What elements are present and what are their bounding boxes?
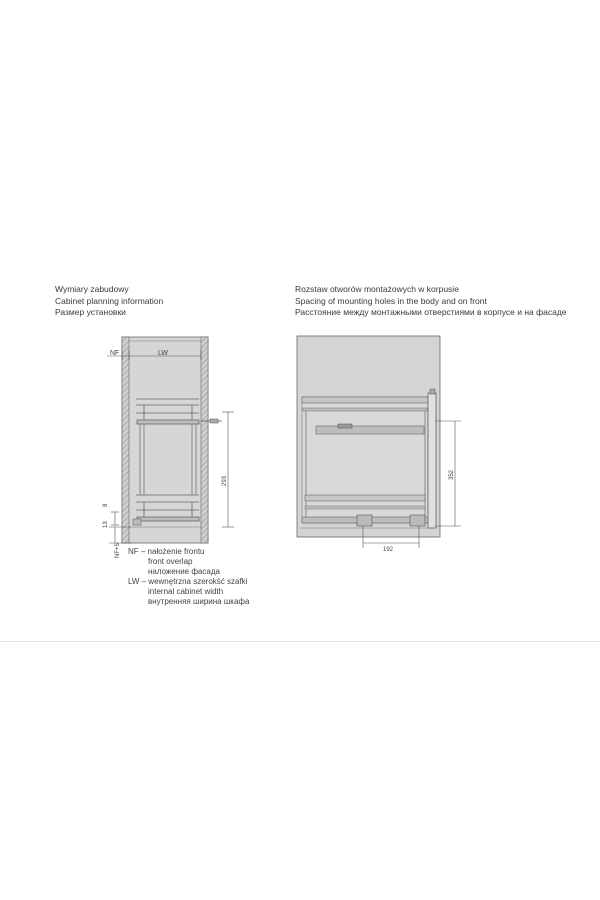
left-title-pl: Wymiary zabudowy xyxy=(55,284,129,294)
legend-lw-line3: внутренняя ширина шкафа xyxy=(148,597,250,606)
left-cabinet-drawing xyxy=(103,337,234,558)
right-title-pl: Rozstaw otworów montażowych w korpusie xyxy=(295,284,459,294)
lw-label: LW xyxy=(158,350,168,357)
dim-nf5-text: NF+5 xyxy=(115,543,121,558)
dim-293 xyxy=(222,412,234,527)
left-title-ru: Размер установки xyxy=(55,307,126,317)
legend-nf-line3: наложение фасада xyxy=(148,567,220,576)
dim-192-text: 192 xyxy=(383,547,394,553)
right-title-en: Spacing of mounting holes in the body and on front xyxy=(295,295,487,306)
right-cabinet-drawing xyxy=(297,336,461,553)
divider xyxy=(0,641,600,642)
right-title-ru: Расстояние между монтажными отверстиями в корпусе и на фасаде xyxy=(295,307,567,317)
legend-nf-line2: front overlap xyxy=(148,557,193,566)
left-wall-right xyxy=(201,337,208,543)
dim-13-text: 13 xyxy=(103,521,109,528)
legend-nf-line1: NF – nałożenie frontu xyxy=(128,547,205,556)
dim-352-text: 352 xyxy=(449,469,455,480)
left-cabinet-outline xyxy=(122,337,208,543)
legend-lw-line2: internal cabinet width xyxy=(148,587,224,596)
dim-293-text: 293 xyxy=(222,475,228,486)
legend-lw-line1: LW – wewnętrzna szerokść szafki xyxy=(128,577,248,586)
dim-8-text: 8 xyxy=(103,503,109,507)
left-wall-left xyxy=(122,337,129,543)
legend xyxy=(128,547,249,607)
fitting-left xyxy=(357,515,372,526)
nf-label: NF xyxy=(110,350,120,357)
left-title-en: Cabinet planning information xyxy=(55,295,164,306)
fitting-right xyxy=(410,515,425,526)
